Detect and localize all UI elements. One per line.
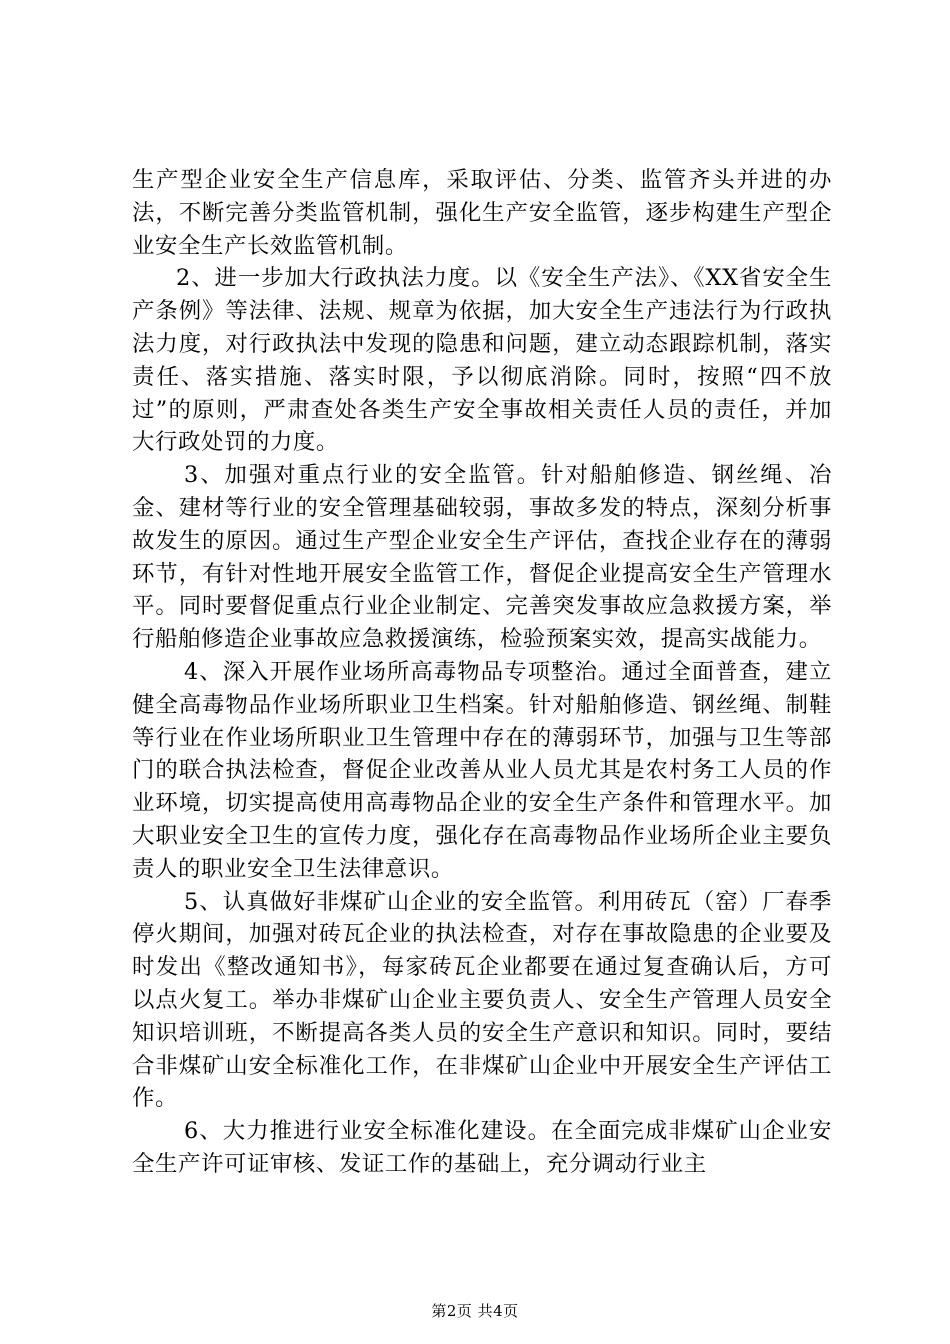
- page-footer: 第2页 共4页: [431, 1302, 519, 1320]
- paragraph-item-5: 5、认真做好非煤矿山企业的安全监管。利用砖瓦（窑）厂春季停火期间，加强对砖瓦企业的执法检查，对存在事故隐患的企业要及时发出《整改通知书》，每家砖瓦企业都要在通过复查确认后，方可以点火复工。举办非煤矿山企业主要负责人、安全生产管理人员安全知识培训班，不断提高各类人员的安全生产意识和知识。同时，要结合非煤矿山安全标准化工作，在非煤矿山企业中开展安全生产评估工作。: [132, 888, 832, 1112]
- paragraph-item-4: 4、深入开展作业场所高毒物品专项整治。通过全面普查，建立健全高毒物品作业场所职业卫生档案。针对船舶修造、钢丝绳、制鞋等行业在作业场所职业卫生管理中存在的薄弱环节，加强与卫生等部门的联合执法检查，督促企业改善从业人员尤其是农村务工人员的作业环境，切实提高使用高毒物品企业的安全生产条件和管理水平。加大职业安全卫生的宣传力度，强化存在高毒物品作业场所企业主要负责人的职业安全卫生法律意识。: [132, 658, 832, 882]
- paragraph-item-3: 3、加强对重点行业的安全监管。针对船舶修造、钢丝绳、冶金、建材等行业的安全管理基础较弱，事故多发的特点，深刻分析事故发生的原因。通过生产型企业安全生产评估，查找企业存在的薄弱环节，有针对性地开展安全监管工作，督促企业提高安全生产管理水平。同时要督促重点行业企业制定、完善突发事故应急救援方案，举行船舶修造企业事故应急救援演练，检验预案实效，提高实战能力。: [132, 462, 832, 653]
- paragraph-item-2: 2、进一步加大行政执法力度。以《安全生产法》、《XX省安全生产条例》等法律、法规、规章为依据，加大安全生产违法行为行政执法力度，对行政执法中发现的隐患和问题，建立动态跟踪机制，落实责任、落实措施、落实时限，予以彻底消除。同时，按照“四不放过”的原则，严肃查处各类生产安全事故相关责任人员的责任，并加大行政处罚的力度。: [132, 265, 832, 456]
- paragraph-continuation: 生产型企业安全生产信息库，采取评估、分类、监管齐头并进的办法，不断完善分类监管机制，强化生产安全监管，逐步构建生产型企业安全生产长效监管机制。: [132, 167, 832, 259]
- document-body: [132, 164, 832, 1181]
- paragraph-item-6: 6、大力推进行业安全标准化建设。在全面完成非煤矿山企业安全生产许可证审核、发证工作的基础上，充分调动行业主: [132, 1118, 832, 1177]
